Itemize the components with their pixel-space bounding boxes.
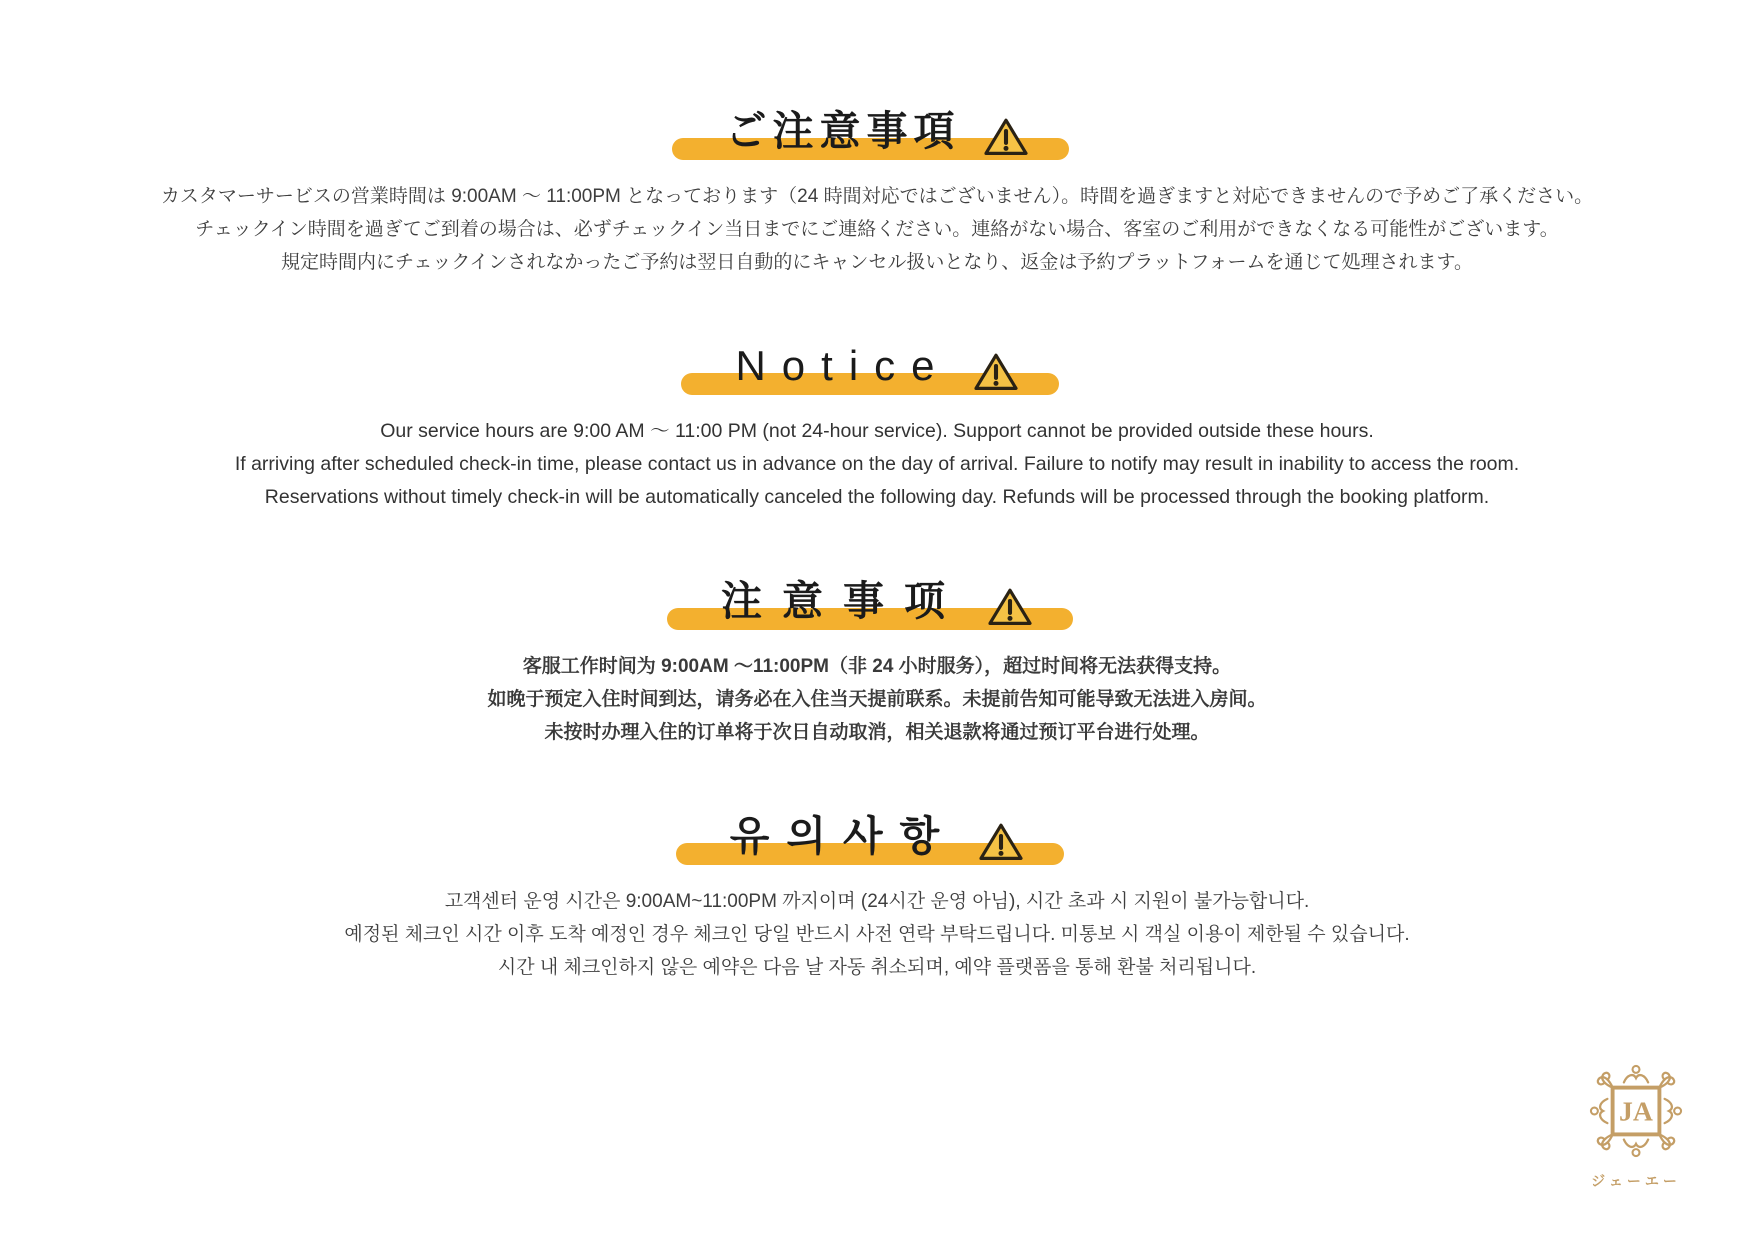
notice-line: If arriving after scheduled check-in time, please contact us in advance on the day of arrival. Failure to notify may result in inability to access the room. xyxy=(234,453,1520,475)
section-english xyxy=(235,337,1519,514)
warning-icon xyxy=(987,587,1033,630)
notice-line: 고객센터 운영 시간은 9:00AM~11:00PM 까지이며 (24시간 운영 아님), 시간 초과 시 지원이 불가능합니다. xyxy=(444,891,1310,912)
warning-icon xyxy=(978,822,1024,865)
notice-line: 未按时办理入住的订单将于次日自动取消，相关退款将通过预订平台进行处理。 xyxy=(544,722,1210,743)
notice-line: Our service hours are 9:00 AM ～ 11:00 PM (not 24-hour service). Support cannot be provided outside these hours. xyxy=(380,420,1374,442)
warning-icon xyxy=(983,117,1029,160)
section-title-korean: 유의사항 xyxy=(729,813,957,859)
section-korean xyxy=(344,807,1409,984)
notice-line: カスタマーサービスの営業時間は 9:00AM ～ 11:00PM となっております（24 時間対応ではございません）。時間を過ぎますと対応できませんので予めご了承ください。 xyxy=(160,186,1594,207)
section-header-chinese xyxy=(721,572,1033,630)
ornate-frame-icon xyxy=(1584,1059,1688,1163)
notice-line: Reservations without timely check-in will be automatically canceled the following day. Refunds will be processed through the booking platform. xyxy=(264,486,1490,508)
notice-line: 예정된 체크인 시간 이후 도착 예정인 경우 체크인 당일 반드시 사전 연락 부탁드립니다. 미통보 시 객실 이용이 제한될 수 있습니다. xyxy=(344,924,1410,945)
section-header-japanese xyxy=(726,102,1029,160)
section-header-korean xyxy=(730,807,1024,865)
notice-line: チェックイン時間を過ぎてご到着の場合は、必ずチェックイン当日までにご連絡ください。連絡がない場合、客室のご利用ができなくなる可能性がございます。 xyxy=(195,219,1559,240)
section-title-english: Notice xyxy=(735,342,951,389)
notice-line: 如晚于预定入住时间到达，请务必在入住当天提前联系。未提前告知可能导致无法进入房间。 xyxy=(487,689,1267,710)
brand-logo xyxy=(1576,1059,1696,1191)
logo-monogram: JA xyxy=(1619,1095,1653,1127)
notice-line: 시간 내 체크인하지 않은 예약은 다음 날 자동 취소되며, 예약 플랫폼을 통해 환불 처리됩니다. xyxy=(497,957,1257,978)
warning-icon xyxy=(973,352,1019,395)
notice-line: 客服工作时间为 9:00AM ～11:00PM（非 24 小时服务），超过时间将无法获得支持。 xyxy=(522,656,1232,677)
notice-line: 規定時間内にチェックインされなかったご予約は翌日自動的にキャンセル扱いとなり、返金は予約プラットフォームを通じて処理されます。 xyxy=(280,252,1474,273)
section-japanese xyxy=(161,102,1593,279)
section-title-chinese: 注意事项 xyxy=(720,578,965,624)
logo-caption: ジェーエー xyxy=(1591,1173,1681,1189)
section-title-japanese: ご注意事項 xyxy=(725,108,961,154)
section-header-english xyxy=(735,337,1018,395)
section-chinese xyxy=(487,572,1266,749)
